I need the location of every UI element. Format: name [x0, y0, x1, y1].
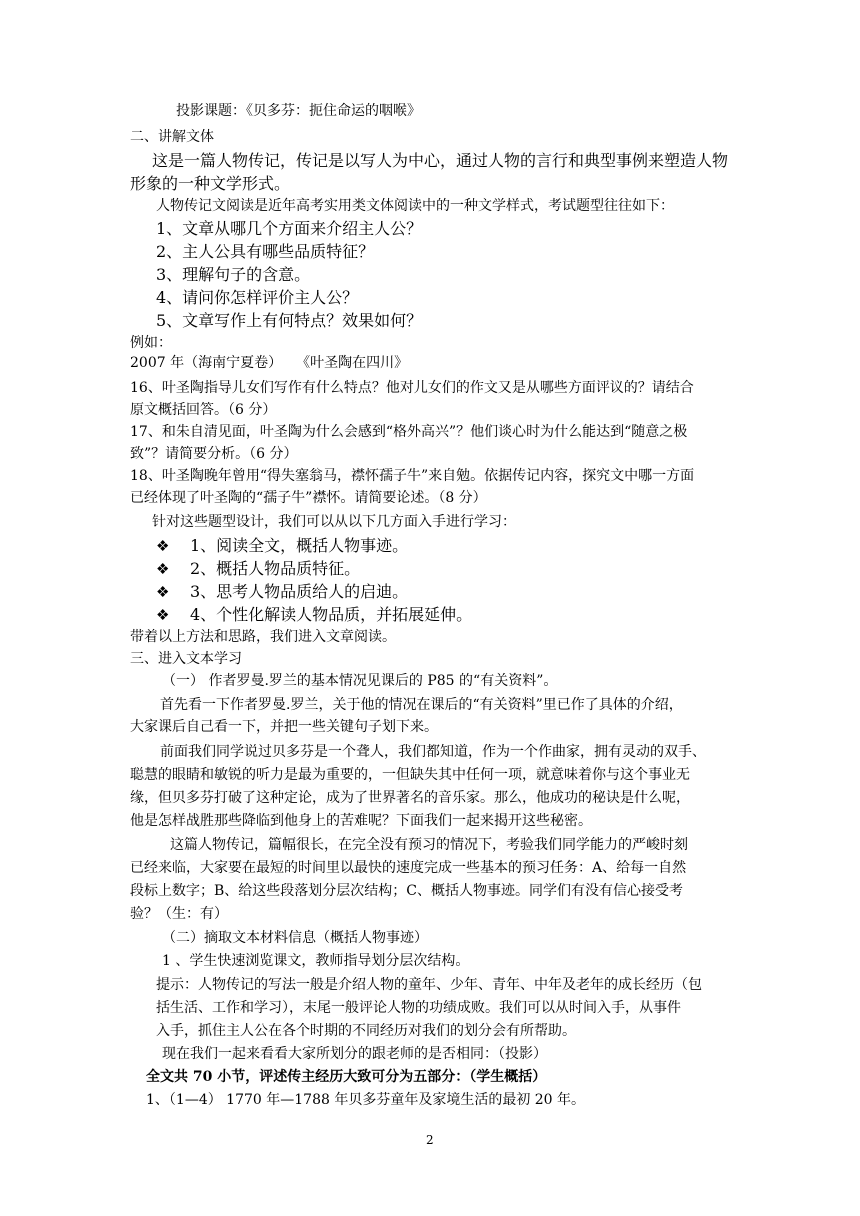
paragraph-exam-intro: 人物传记文阅读是近年高考实用类文体阅读中的一种文学样式，考试题型往往如下：: [156, 198, 674, 214]
paragraph-deaf-line1: 前面我们同学说过贝多芬是一个聋人，我们都知道，作为一个作曲家，拥有灵动的双手、: [160, 744, 706, 760]
question-17-line2: 致”？请简要分析。（6 分）: [130, 446, 298, 462]
example-source: 2007 年（海南宁夏卷） 《叶圣陶在四川》: [130, 355, 409, 371]
paragraph-author-line1: 首先看一下作者罗曼.罗兰，关于他的情况在课后的“有关资料”里已作了具体的介绍，: [160, 697, 683, 713]
diamond-bullet-icon: ❖: [156, 537, 170, 555]
projection-title: 投影课题：《贝多芬：扼住命运的咽喉》: [176, 103, 421, 119]
diamond-bullet-icon: ❖: [156, 606, 170, 624]
step-1: 1 、学生快速浏览课文，教师指导划分层次结构。: [162, 953, 470, 969]
question-type-item: 4、请问你怎样评价主人公？: [156, 288, 359, 307]
approach-item: 3、思考人物品质给人的启迪。: [190, 582, 409, 601]
paragraph-prep-line1: 这篇人物传记，篇幅很长，在完全没有预习的情况下，考验我们同学能力的严峻时刻: [170, 837, 688, 853]
approach-item: 1、阅读全文，概括人物事迹。: [190, 536, 409, 555]
paragraph-genre-line1: 这是一篇人物传记，传记是以写人为中心，通过人物的言行和典型事例来塑造人物: [152, 151, 729, 170]
paragraph-author-line2: 大家课后自己看一下，并把一些关键句子划下来。: [130, 719, 438, 735]
paragraph-deaf-line3: 缘，但贝多芬打破了这种定论，成为了世界著名的音乐家。那么，他成功的秘诀是什么呢，: [130, 790, 690, 806]
section-heading-2: 二、讲解文体: [130, 129, 214, 145]
paragraph-deaf-line4: 他是怎样战胜那些降临到他身上的苦难呢？下面我们一起来揭开这些秘密。: [130, 813, 592, 829]
approach-item: 4、个性化解读人物品质，并拓展延伸。: [190, 605, 473, 624]
diamond-bullet-icon: ❖: [156, 583, 170, 601]
paragraph-deaf-line2: 聪慧的眼睛和敏锐的听力是最为重要的，一但缺失其中任何一项，就意味着你与这个事业无: [130, 767, 690, 783]
paragraph-prep-line2: 已经来临，大家要在最短的时间里以最快的速度完成一些基本的预习任务：A、给每一自然: [130, 860, 687, 876]
question-17-line1: 17、和朱自清见面，叶圣陶为什么会感到“格外高兴”？他们谈心时为什么能达到“随意之极: [130, 424, 688, 440]
question-type-item: 2、主人公具有哪些品质特征？: [156, 242, 375, 261]
approach-intro: 针对这些题型设计，我们可以从以下几方面入手进行学习：: [152, 514, 516, 530]
approach-outro: 带着以上方法和思路，我们进入文章阅读。: [130, 629, 396, 645]
question-16-line2: 原文概括回答。（6 分）: [130, 402, 277, 418]
question-type-item: 1、文章从哪几个方面来介绍主人公？: [156, 219, 423, 238]
question-16-line1: 16、叶圣陶指导儿女们写作有什么特点？他对儿女们的作文又是从哪些方面评议的？请结合: [130, 380, 694, 396]
question-type-item: 5、文章写作上有何特点？效果如何？: [156, 311, 423, 330]
summary-bold: 全文共 70 小节，评述传主经历大致可分为五部分：（学生概括）: [146, 1069, 547, 1085]
part-1: 1、（1—4） 1770 年—1788 年贝多芬童年及家境生活的最初 20 年。: [146, 1092, 586, 1108]
hint-line2: 括生活、工作和学习），末尾一般评论人物的功绩成败。我们可以从时间入手，从事件: [156, 1000, 681, 1016]
question-type-item: 3、理解句子的含意。: [156, 265, 311, 284]
section-heading-3: 三、进入文本学习: [130, 651, 242, 667]
page-number: 2: [426, 1133, 434, 1147]
paragraph-prep-line4: 验？（生：有）: [130, 906, 228, 922]
example-label: 例如：: [130, 335, 172, 351]
subsection-2: （二）摘取文本材料信息（概括人物事迹）: [162, 930, 428, 946]
approach-item: 2、概括人物品质特征。: [190, 559, 361, 578]
paragraph-genre-line2: 形象的一种文学形式。: [130, 174, 291, 193]
subsection-1: （一） 作者罗曼.罗兰的基本情况见课后的 P85 的“有关资料”。: [162, 673, 558, 689]
hint-line3: 入手，抓住主人公在各个时期的不同经历对我们的划分会有所帮助。: [156, 1023, 576, 1039]
hint-line1: 提示：人物传记的写法一般是介绍人物的童年、少年、青年、中年及老年的成长经历（包: [156, 977, 702, 993]
paragraph-prep-line3: 段标上数字；B、给这些段落划分层次结构；C、概括人物事迹。同学们有没有信心接受考: [130, 883, 683, 899]
diamond-bullet-icon: ❖: [156, 560, 170, 578]
compare-line: 现在我们一起来看看大家所划分的跟老师的是否相同：（投影）: [162, 1046, 547, 1062]
question-18-line1: 18、叶圣陶晚年曾用“得失塞翁马，襟怀孺子牛”来自勉。依据传记内容，探究文中哪一方面: [130, 468, 695, 484]
question-18-line2: 已经体现了叶圣陶的“孺子牛”襟怀。请简要论述。（8 分）: [130, 490, 487, 506]
